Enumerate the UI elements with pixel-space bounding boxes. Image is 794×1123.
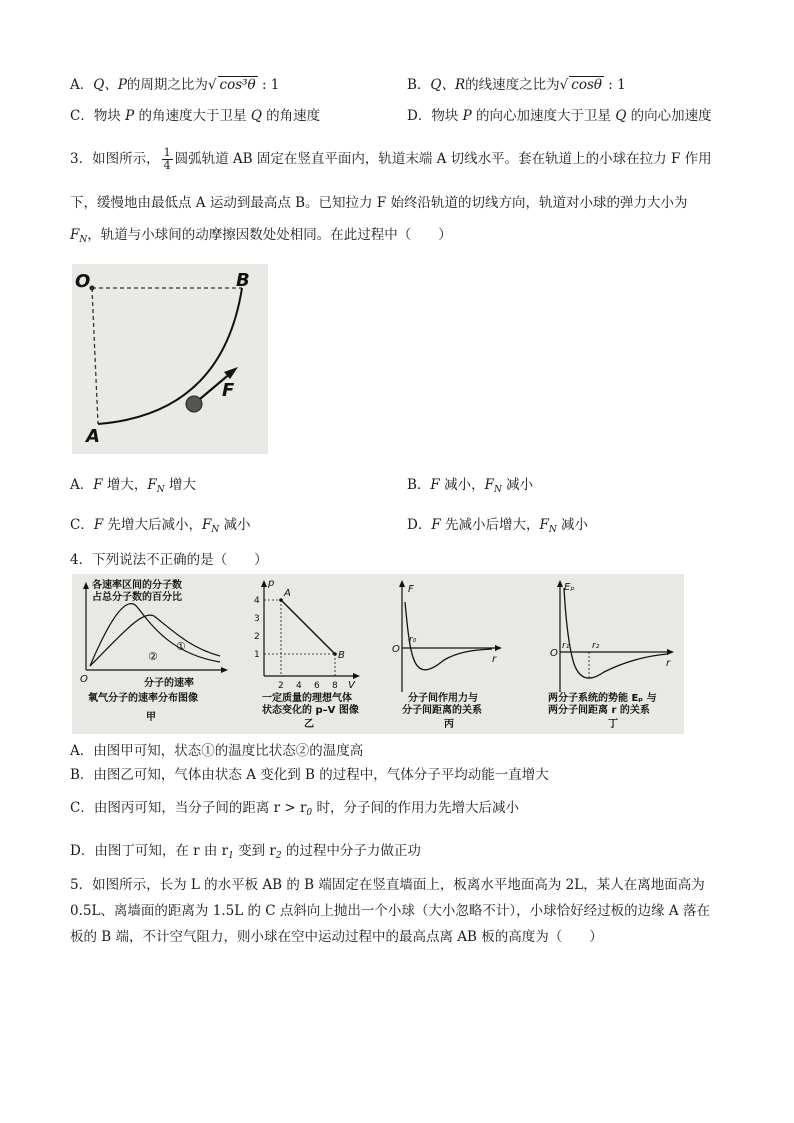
svg-text:p: p: [268, 578, 275, 589]
q3-option-a: A．F 增大，$F_N$ 增大: [70, 477, 196, 495]
q2-option-c: C．物块 P 的角速度大于卫星 Q 的角速度: [70, 108, 321, 124]
sqrt-sign: √: [559, 77, 569, 93]
label-f: F: [222, 380, 235, 401]
svg-text:8: 8: [332, 681, 338, 691]
svg-text:r: r: [492, 654, 497, 665]
q4-option-b: B．由图乙可知，气体由状态 A 变化到 B 的过程中，气体分子平均动能一直增大: [70, 767, 549, 783]
q3-option-d: D．F 先减小后增大，$F_N$ 减小: [407, 517, 589, 535]
svg-text:丁: 丁: [608, 719, 618, 730]
svg-text:O: O: [392, 644, 400, 655]
svg-text:两分子间距离 r 的关系: 两分子间距离 r 的关系: [548, 705, 650, 716]
label-state-1: ①: [176, 640, 186, 653]
svg-text:V: V: [348, 680, 355, 691]
label-a: A: [86, 426, 100, 447]
svg-text:一定质量的理想气体: 一定质量的理想气体: [262, 693, 352, 704]
svg-text:4: 4: [296, 681, 302, 691]
q3-arc-track-figure: [72, 264, 268, 454]
svg-text:分子间距离的关系: 分子间距离的关系: [402, 705, 482, 716]
svg-text:6: 6: [314, 681, 320, 691]
svg-text:r₁: r₁: [562, 641, 570, 651]
label-a: A: [284, 588, 291, 599]
svg-text:O: O: [550, 648, 558, 659]
svg-text:r₀: r₀: [409, 635, 417, 645]
label-o: O: [75, 271, 91, 292]
q3-stem-line3: $F_N$，轨道与小球间的动摩擦因数处处相同。在此过程中（ ）: [70, 227, 452, 245]
svg-text:2: 2: [254, 632, 260, 642]
svg-text:各速率区间的分子数: 各速率区间的分子数: [92, 580, 182, 591]
svg-text:r₂: r₂: [592, 641, 600, 651]
svg-text:乙: 乙: [304, 719, 314, 730]
q3-stem-line1: 3．如图所示， $\frac{1}{4}$ 圆弧轨道 AB 固定在竖直平面内，轨道末端 A 切线水平。套在轨道上的小球在拉力 F 作用: [70, 146, 712, 172]
sqrt-sign: √: [207, 77, 217, 93]
q2-option-a: A．Q、P的周期之比为√ cos³θ : 1: [70, 77, 280, 93]
q4-option-d: D．由图丁可知，在 r 由 $r_1$ 变到 $r_2$ 的过程中分子力做正功: [70, 843, 421, 861]
svg-text:分子的速率: 分子的速率: [144, 678, 194, 689]
svg-text:Eₚ: Eₚ: [564, 582, 575, 593]
svg-text:4: 4: [254, 596, 260, 606]
svg-text:氧气分子的速率分布图像: 氧气分子的速率分布图像: [88, 693, 198, 704]
svg-text:分子间作用力与: 分子间作用力与: [408, 693, 478, 704]
q2-option-d: D．物块 P 的向心加速度大于卫星 Q 的向心加速度: [407, 108, 712, 124]
svg-text:3: 3: [254, 614, 260, 624]
q3-option-b: B．F 减小，$F_N$ 减小: [407, 477, 534, 495]
q4-stem: 4．下列说法不正确的是（ ）: [70, 552, 268, 568]
quarter-fraction: $\frac{1}{4}$: [163, 146, 171, 172]
q3-stem-line2: 下，缓慢地由最低点 A 运动到最高点 B。已知拉力 F 始终沿轨道的切线方向，轨道对小球的弹力大小为: [70, 195, 688, 211]
svg-text:F: F: [408, 584, 414, 595]
q5-line3: 板的 B 端，不计空气阻力，则小球在空中运动过程中的最高点离 AB 板的高度为（ ）: [70, 929, 603, 945]
label-state-2: ②: [148, 650, 158, 663]
svg-text:O: O: [80, 674, 88, 685]
label-b: B: [236, 270, 250, 291]
q4-four-graphs-figure: [72, 574, 684, 734]
ball: [186, 396, 202, 412]
q5-line1: 5．如图所示，长为 L 的水平板 AB 的 B 端固定在竖直墙面上，板离水平地面高为 2L，某人在离地面高为: [70, 877, 705, 893]
svg-text:2: 2: [278, 681, 284, 691]
svg-text:占总分子数的百分比: 占总分子数的百分比: [92, 592, 182, 603]
svg-text:两分子系统的势能 Eₚ 与: 两分子系统的势能 Eₚ 与: [548, 693, 657, 704]
q3-option-c: C．F 先增大后减小，$F_N$ 减小: [70, 517, 251, 535]
svg-text:状态变化的 p–V 图像: 状态变化的 p–V 图像: [262, 705, 359, 716]
q2-option-b: B．Q、R的线速度之比为√ cosθ : 1: [407, 77, 626, 93]
label-b: B: [338, 650, 345, 661]
svg-text:r: r: [666, 658, 671, 669]
svg-text:1: 1: [254, 650, 260, 660]
q4-option-a: A．由图甲可知，状态①的温度比状态②的温度高: [70, 743, 364, 759]
q5-line2: 0.5L、离墙面的距离为 1.5L 的 C 点斜向上抛出一个小球（大小忽略不计），小球恰好经过板的边缘 A 落在: [70, 903, 710, 919]
svg-text:丙: 丙: [444, 719, 454, 730]
q4-option-c: C．由图丙可知，当分子间的距离 $r > r_0$ 时，分子间的作用力先增大后减小: [70, 800, 519, 818]
svg-text:甲: 甲: [146, 712, 156, 723]
